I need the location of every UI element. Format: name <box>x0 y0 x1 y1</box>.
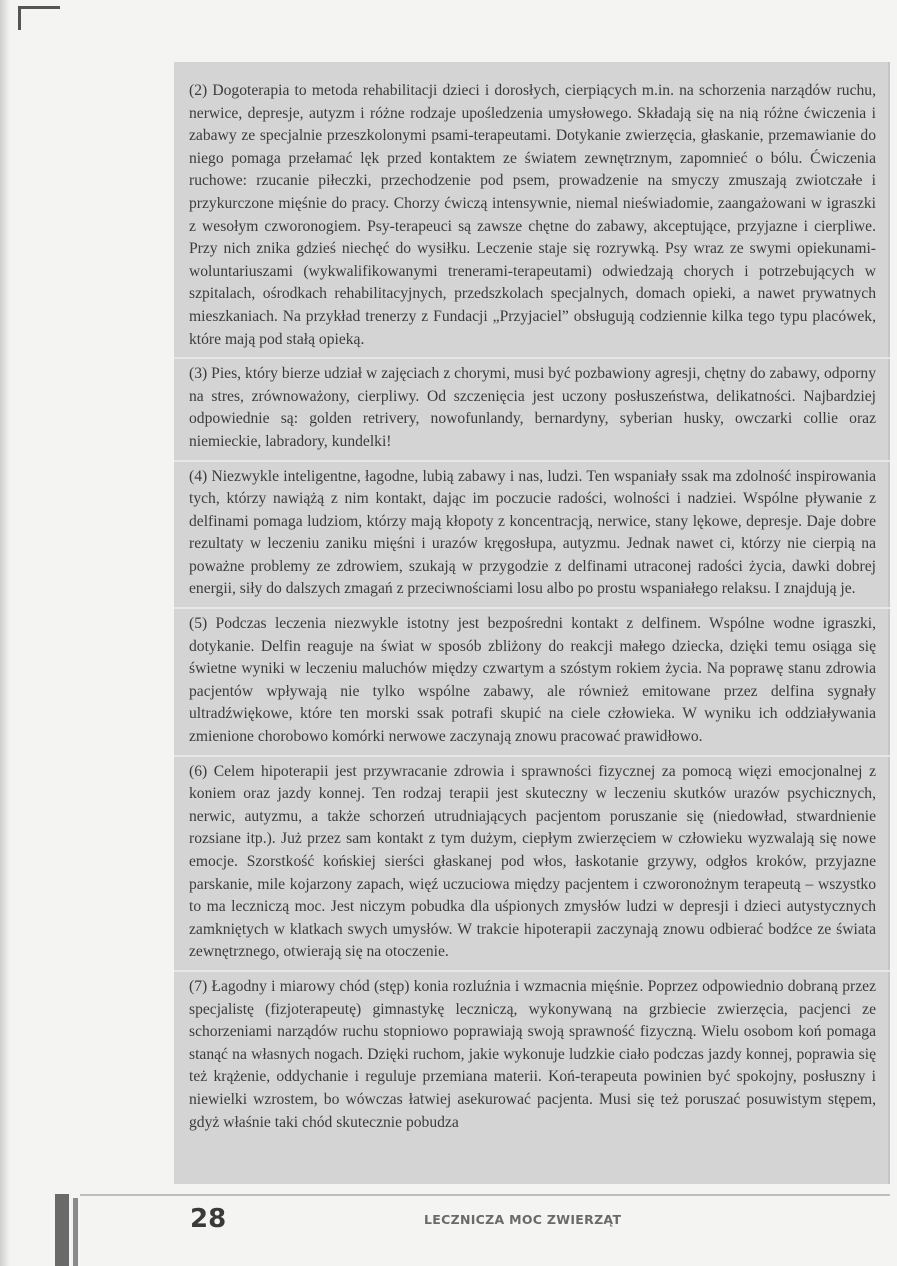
paragraph-2: (2) Dogoterapia to metoda rehabilitacji dzieci i dorosłych, cierpiących m.in. na schorzenia narządów ruchu, nerwice, depresje, autyzm i różne rodzaje upośledzenia umysłowego. Składają się na nią różne ćwiczenia i zabawy ze specjalnie przeszkolonymi psami-terapeutami. Dotykanie zwierzęcia, głaskanie, przemawianie do niego pomaga przełamać lęk przed kontaktem ze światem zewnętrznym, zapomnieć o bólu. Ćwiczenia ruchowe: rzucanie piłeczki, przechodzenie pod psem, prowadzenie na smyczy zmuszają zwiotczałe i przykurczone mięśnie do pracy. Chorzy ćwiczą intensywnie, niemal nieświadomie, zaangażowani w igraszki z wesołym czworonogiem. Psy-terapeuci są zawsze chętne do zabawy, akceptujące, przyjazne i cierpliwe. Przy nich znika gdzieś niechęć do wysiłku. Leczenie staje się rozrywką. Psy wraz ze swymi opiekunami-woluntariuszami (wykwalifikowanymi trenerami-terapeutami) odwiedzają chorych i potrzebujących w szpitalach, ośrodkach rehabilitacyjnych, przedszkolach specjalnych, domach opieki, a nawet prywatnych mieszkaniach. Na przykład trenerzy z Fundacji „Przyjaciel” obsługują codziennie kilka tego typu placówek, które mają pod stałą opieką. <box>189 82 876 348</box>
footer-decorative-bar <box>55 1194 69 1266</box>
paragraph-4: (4) Niezwykle inteligentne, łagodne, lubią zabawy i nas, ludzi. Ten wspaniały ssak ma zdolność inspirowania tych, którzy nawiążą z nim kontakt, dając im poczucie radości, wolności i nadziei. Wspólne pływanie z delfinami pomaga ludziom, którzy mają kłopoty z koncentracją, nerwice, stany lękowe, depresje. Daje dobre rezultaty w leczeniu zaniku mięśni i urazów kręgosłupa, autyzmu. Jednak nawet ci, którzy nie cierpią na poważne problemy ze zdrowiem, szukają w przygodzie z delfinami utraconej radości życia, dawki dobrej energii, siły do dalszych zmagań z przeciwnościami losu albo po prostu wspaniałego relaksu. I znajdują je. <box>174 460 890 602</box>
running-footer-title: LECZNICZA MOC ZWIERZĄT <box>424 1212 622 1227</box>
paragraph-3: (3) Pies, który bierze udział w zajęciach z chorymi, musi być pozbawiony agresji, chętny do zabawy, odporny na stres, zrównoważony, cierpliwy. Od szczenięcia jest uczony posłuszeństwa, delikatności. Najbardziej odpowiednie są: golden retrivery, nowofunlandy, bernardyny, syberian husky, owczarki collie oraz niemieckie, labradory, kundelki! <box>174 357 890 453</box>
paragraph-6: (6) Celem hipoterapii jest przywracanie zdrowia i sprawności fizycznej za pomocą więzi emocjonalnej z koniem oraz jazdy konnej. Ten rodzaj terapii jest skuteczny w leczeniu skutków urazów psychicznych, nerwic, autyzmu, a także schorzeń utrudniających pacjentom poruszanie się (niedowład, stwardnienie rozsiane itp.). Już przez sam kontakt z tym dużym, ciepłym zwierzęciem w człowieku wyzwalają się nowe emocje. Szorstkość końskiej sierści głaskanej pod włos, łaskotanie grzywy, odgłos kroków, przyjazne parskanie, mile kojarzony zapach, więź uczuciowa między pacjentem i czworonożnym terapeutą – wszystko to ma leczniczą moc. Jest niczym pobudka dla uśpionych zmysłów ludzi w depresji i dzieci autystycznych zamkniętych w klatkach swych umysłów. W trakcie hipoterapii zaczynają znowu odbierać bodźce ze świata zewnętrznego, otwierają się na otoczenie. <box>174 755 890 964</box>
paragraph-7: (7) Łagodny i miarowy chód (stęp) konia rozluźnia i wzmacnia mięśnie. Poprzez odpowiednio dobraną przez specjalistę (fizjoterapeutę) gimnastykę leczniczą, wykonywaną na grzbiecie zwierzęcia, pacjenci ze schorzeniami narządów ruchu stopniowo poprawiają swoją sprawność fizyczną. Wielu osobom koń pomaga stanąć na własnych nogach. Dzięki ruchom, jakie wykonuje ludzkie ciało podczas jazdy konnej, poprawia się też krążenie, oddychanie i reguluje przemiana materii. Koń-terapeuta powinien być spokojny, posłuszny i niewielki wzrostem, bo wówczas łatwiej asekurować pacjenta. Musi się też poruszać posuwistym stępem, gdyż właśnie taki chód skutecznie pobudza <box>174 970 890 1134</box>
crop-mark <box>18 6 60 17</box>
page-number: 28 <box>190 1204 227 1234</box>
page-gutter-shadow <box>0 0 10 1266</box>
text-panel <box>174 62 890 1184</box>
paragraph-5: (5) Podczas leczenia niezwykle istotny jest bezpośredni kontakt z delfinem. Wspólne wodne igraszki, dotykanie. Delfin reaguje na świat w sposób zbliżony do reakcji małego dziecka, dzięki temu osiąga się świetne wyniki w leczeniu maluchów między czwartym a szóstym rokiem życia. Na poprawę stanu zdrowia pacjentów wpływają nie tylko wspólne zabawy, ale również emitowane przez delfina sygnały ultradźwiękowe, które ten morski ssak potrafi skupić na ciele człowieka. W wyniku ich oddziaływania zmienione chorobowo komórki nerwowe zaczynają znowu pracować prawidłowo. <box>174 607 890 749</box>
footer-rule <box>80 1194 890 1196</box>
